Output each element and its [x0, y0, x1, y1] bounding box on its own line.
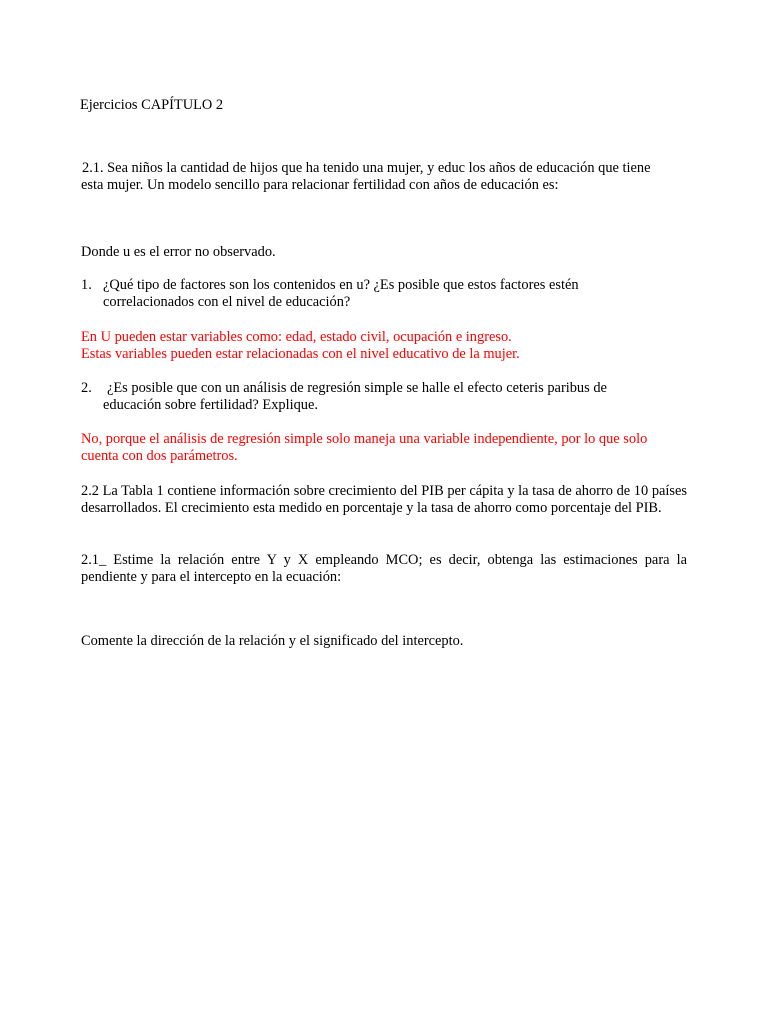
answer-2-line-1: No, porque el análisis de regresión simple solo maneja una variable independiente, por lo que solo — [81, 431, 648, 447]
question-2-line-2: educación sobre fertilidad? Explique. — [103, 397, 318, 413]
answer-1-line-2: Estas variables pueden estar relacionadas con el nivel educativo de la mujer. — [81, 346, 520, 362]
exercise-2-1-line-2: esta mujer. Un modelo sencillo para relacionar fertilidad con años de educación es: — [81, 177, 559, 193]
exercise-2-1b-paragraph: 2.1_ Estime la relación entre Y y X empleando MCO; es decir, obtenga las estimaciones para la pendiente y para el intercepto en la ecuación: — [81, 552, 687, 585]
question-2-text: ¿Es posible que con un análisis de regresión simple se halle el efecto ceteris paribus de — [107, 380, 607, 396]
question-2-number: 2. — [81, 380, 92, 396]
closing-instruction: Comente la dirección de la relación y el significado del intercepto. — [81, 633, 464, 649]
exercise-2-2-paragraph: 2.2 La Tabla 1 contiene información sobre crecimiento del PIB per cápita y la tasa de ahorro de 10 países desarrollados. El crecimiento esta medido en porcentaje y la tasa de ahorro como porcentaje del PIB. — [81, 483, 687, 516]
question-1-number: 1. — [81, 277, 92, 293]
question-1-text: ¿Qué tipo de factores son los contenidos en u? ¿Es posible que estos factores estén — [103, 277, 579, 293]
error-note: Donde u es el error no observado. — [81, 244, 276, 260]
exercise-2-1-line-1: 2.1. Sea niños la cantidad de hijos que ha tenido una mujer, y educ los años de educación que tiene — [82, 160, 651, 176]
answer-1-line-1: En U pueden estar variables como: edad, estado civil, ocupación e ingreso. — [81, 329, 512, 345]
page-title: Ejercicios CAPÍTULO 2 — [80, 97, 224, 113]
question-1-line-1 — [81, 277, 579, 294]
answer-2-line-2: cuenta con dos parámetros. — [81, 448, 238, 464]
question-1-line-2: correlacionados con el nivel de educación? — [103, 294, 351, 310]
question-2-line-1 — [81, 380, 607, 397]
